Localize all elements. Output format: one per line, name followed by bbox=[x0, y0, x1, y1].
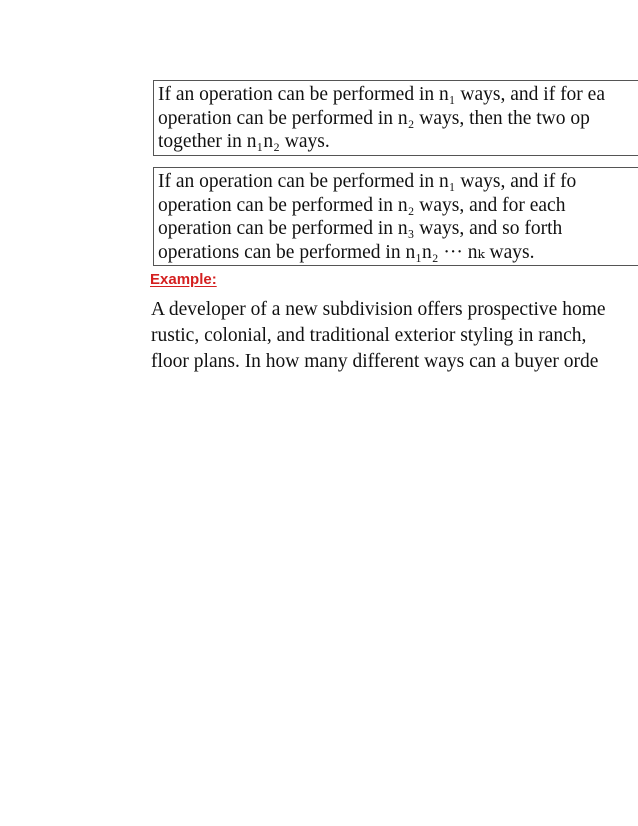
rule1-line-3: together in n₁n₂ ways. bbox=[158, 131, 330, 152]
example-line-2: rustic, colonial, and traditional exterior styling in ranch, bbox=[151, 325, 587, 346]
example-heading: Example: bbox=[150, 271, 217, 288]
rule2-line-4: operations can be performed in n₁n₂ ··· nₖ ways. bbox=[158, 241, 535, 263]
rule1-line-2: operation can be performed in n₂ ways, then the two op bbox=[158, 107, 590, 129]
multiplication-rule-box bbox=[153, 80, 638, 156]
rule2-line-2: operation can be performed in n₂ ways, and for each bbox=[158, 194, 566, 216]
example-paragraph bbox=[151, 297, 638, 375]
generalized-multiplication-rule-box bbox=[153, 167, 638, 266]
rule1-line-1: If an operation can be performed in n₁ ways, and if for ea bbox=[158, 84, 605, 105]
rule2-line-3: operation can be performed in n₃ ways, and so forth bbox=[158, 218, 563, 239]
example-line-3: floor plans. In how many different ways can a buyer orde bbox=[151, 351, 599, 372]
example-line-1: A developer of a new subdivision offers prospective home bbox=[151, 299, 606, 320]
rule2-line-1: If an operation can be performed in n₁ ways, and if fo bbox=[158, 171, 577, 192]
